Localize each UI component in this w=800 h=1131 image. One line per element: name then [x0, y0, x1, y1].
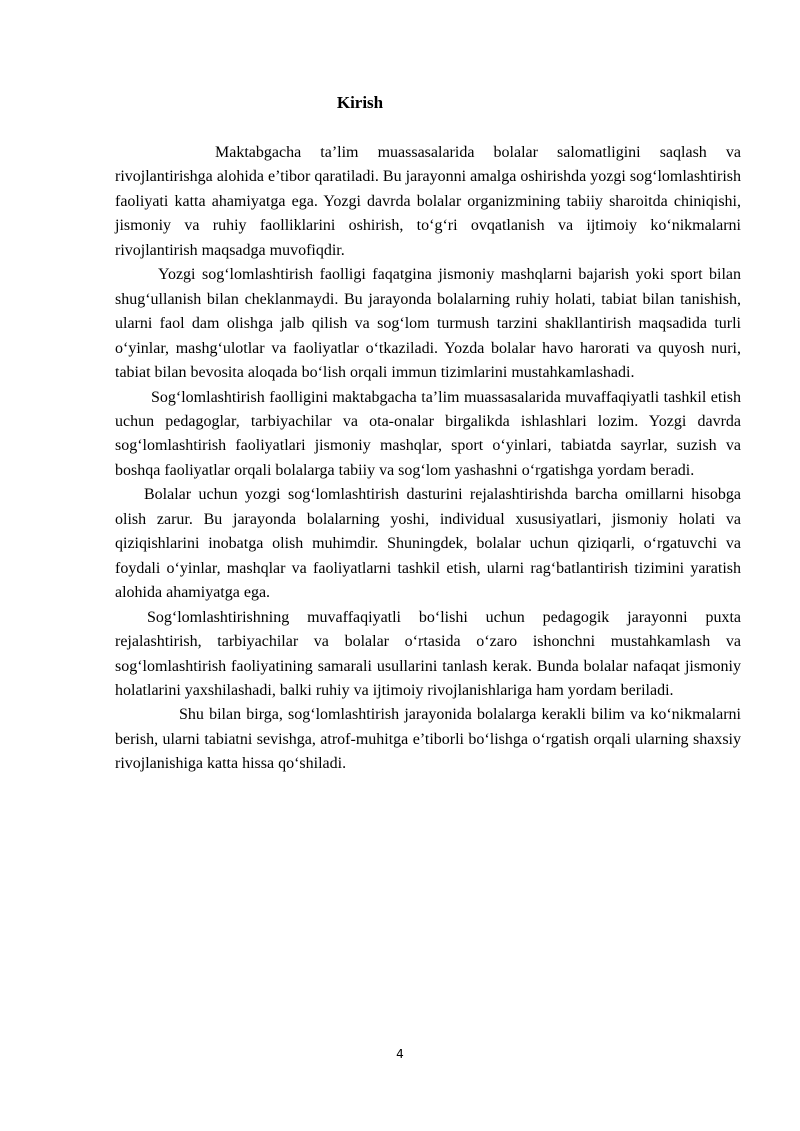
paragraph: Maktabgacha ta’lim muassasalarida bolalar salomatligini saqlash va rivojlantirishga alohida e’tibor qaratiladi. Bu jarayonni amalga oshirishda yozgi sog‘lomlashtirish faoliyati katta ahamiyatga ega. Yozgi davrda bolalar organizmining tabiiy sharoitda chiniqishi, jismoniy va ruhiy faolliklarini oshirish, to‘g‘ri ovqatlanish va ijtimoiy ko‘nikmalarni rivojlantirish maqsadga muvofiqdir.: [115, 144, 741, 259]
paragraph: Sog‘lomlashtirishning muvaffaqiyatli bo‘lishi uchun pedagogik jarayonni puxta rejalashtirish, tarbiyachilar va bolalar o‘rtasida o‘zaro ishonchni mustahkamlash va sog‘lomlashtirish faoliyatining samarali usullarini tanlash kerak. Bunda bolalar nafaqat jismoniy holatlarini yaxshilashadi, balki ruhiy va ijtimoiy rivojlanishlariga ham yordam beriladi.: [115, 608, 741, 699]
body-text: [115, 141, 741, 777]
paragraph: Yozgi sog‘lomlashtirish faolligi faqatgina jismoniy mashqlarni bajarish yoki sport bilan shug‘ullanish bilan cheklanmaydi. Bu jarayonda bolalarning ruhiy holati, tabiat bilan tanishish, ularni faol dam olishga jalb qilish va sog‘lom turmush tarzini shakllantirish maqsadida turli o‘yinlar, mashg‘ulotlar va faoliyatlar o‘tkaziladi. Yozda bolalar havo harorati va quyosh nuri, tabiat bilan bevosita aloqada bo‘lish orqali immun tizimlarini mustahkamlashadi.: [115, 266, 741, 382]
section-title: Kirish: [336, 93, 384, 112]
paragraph: Bolalar uchun yozgi sog‘lomlashtirish dasturini rejalashtirishda barcha omillarni hisobga olish zarur. Bu jarayonda bolalarning yoshi, individual xususiyatlari, jismoniy holati va qiziqishlarini inobatga olish muhimdir. Shuningdek, bolalar uchun qiziqarli, o‘rgatuvchi va foydali o‘yinlar, mashqlar va faoliyatlarni tashkil etish, ularni rag‘batlantirish tizimini yaratish alohida ahamiyatga ega.: [115, 486, 741, 602]
paragraph: Sog‘lomlashtirish faolligini maktabgacha ta’lim muassasalarida muvaffaqiyatli tashkil etish uchun pedagoglar, tarbiyachilar va ota-onalar birgalikda ishlashlari lozim. Yozgi davrda sog‘lomlashtirish faoliyatlari jismoniy mashqlar, sport o‘yinlari, tabiatda sayrlar, suzish va boshqa faoliyatlar orqali bolalarga tabiiy va sog‘lom yashashni o‘rgatishga yordam beradi.: [115, 388, 741, 479]
paragraph: Shu bilan birga, sog‘lomlashtirish jarayonida bolalarga kerakli bilim va ko‘nikmalarni berish, ularni tabiatni sevishga, atrof-muhitga e’tiborli bo‘lishga o‘rgatish orqali ularning shaxsiy rivojlanishiga katta hissa qo‘shiladi.: [115, 706, 741, 773]
page-number: 4: [396, 1047, 404, 1061]
